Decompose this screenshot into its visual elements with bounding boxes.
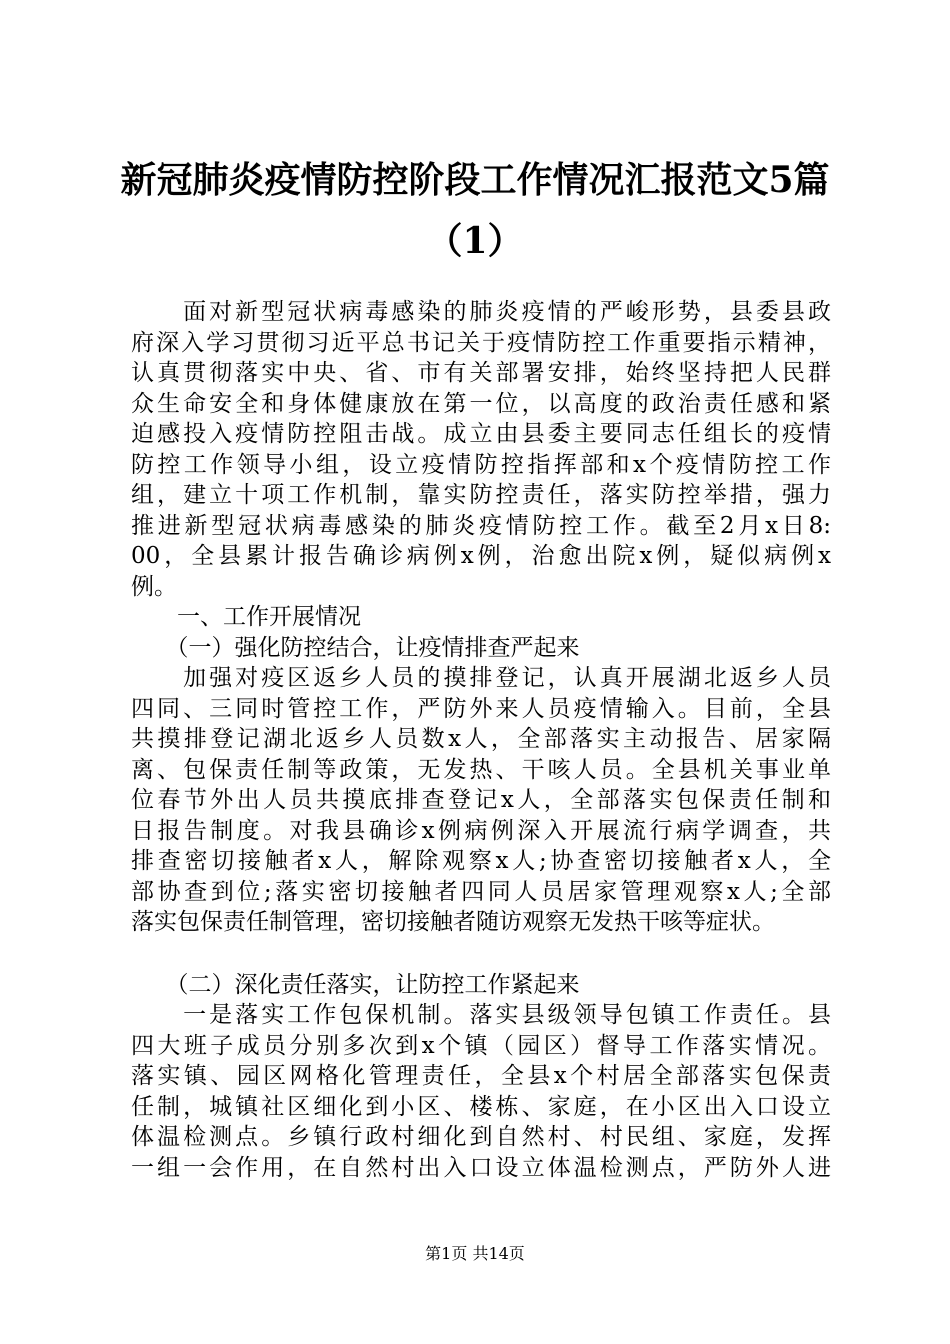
- subsection-heading: （二）深化责任落实，让防控工作紧起来: [131, 971, 580, 998]
- paragraph-line: 00，全县累计报告确诊病例x例，治愈出院x例，疑似病例x: [131, 543, 831, 569]
- paragraph-gap: [131, 938, 831, 970]
- document-title-line-1: 新冠肺炎疫情防控阶段工作情况汇报范文5篇: [120, 159, 830, 201]
- paragraph-line: 一组一会作用，在自然村出入口设立体温检测点，严防外人进: [131, 1154, 831, 1181]
- paragraph-line: 面对新型冠状病毒感染的肺炎疫情的严峻形势，县委县政: [131, 299, 831, 325]
- paragraph-line: 防控工作领导小组，设立疫情防控指挥部和x个疫情防控工作: [131, 451, 831, 478]
- paragraph-line: 迫感投入疫情防控阻击战。成立由县委主要同志任组长的疫情: [131, 421, 831, 447]
- paragraph-line: 体温检测点。乡镇行政村细化到自然村、村民组、家庭，发挥: [131, 1124, 831, 1150]
- page-footer: 第1页 共14页: [425, 1244, 525, 1263]
- paragraph-line: 共摸排登记湖北返乡人员数x人，全部落实主动报告、居家隔: [131, 726, 831, 752]
- paragraph-line: 例。: [131, 573, 177, 600]
- paragraph-line: 排查密切接触者x人，解除观察x人;协查密切接触者x人，全: [131, 848, 831, 874]
- paragraph-line: 认真贯彻落实中央、省、市有关部署安排，始终坚持把人民群: [131, 360, 831, 386]
- paragraph-line: 组，建立十项工作机制，靠实防控责任，落实防控举措，强力: [131, 482, 831, 508]
- paragraph-line: 推进新型冠状病毒感染的肺炎疫情防控工作。截至2月x日8:: [131, 512, 831, 539]
- paragraph-line: 位春节外出人员共摸底排查登记x人，全部落实包保责任制和: [131, 787, 831, 813]
- paragraph-line: 众生命安全和身体健康放在第一位，以高度的政治责任感和紧: [131, 390, 831, 417]
- paragraph-line: 加强对疫区返乡人员的摸排登记，认真开展湖北返乡人员: [131, 665, 831, 691]
- paragraph-line: 任制，城镇社区细化到小区、楼栋、家庭，在小区出入口设立: [131, 1093, 831, 1120]
- paragraph-line: 府深入学习贯彻习近平总书记关于疫情防控工作重要指示精神，: [131, 329, 831, 356]
- paragraph-line: 落实包保责任制管理，密切接触者随访观察无发热干咳等症状。: [131, 909, 775, 935]
- paragraph-line: 日报告制度。对我县确诊x例病例深入开展流行病学调查，共: [131, 817, 831, 844]
- section-heading: 一、工作开展情况: [131, 604, 361, 630]
- paragraph-line: 落实镇、园区网格化管理责任，全县x个村居全部落实包保责: [131, 1063, 831, 1089]
- document-title-line-2: （1）: [426, 220, 524, 262]
- subsection-heading: （一）强化防控结合，让疫情排查严起来: [131, 634, 580, 661]
- paragraph-line: 四同、三同时管控工作，严防外来人员疫情输入。目前，全县: [131, 695, 831, 722]
- paragraph-line: 四大班子成员分别多次到x个镇（园区）督导工作落实情况。: [131, 1032, 831, 1059]
- document-body: [131, 297, 831, 1183]
- paragraph-line: 离、包保责任制等政策，无发热、干咳人员。全县机关事业单: [131, 756, 831, 783]
- paragraph-line: 部协查到位;落实密切接触者四同人员居家管理观察x人;全部: [131, 878, 831, 905]
- paragraph-line: 一是落实工作包保机制。落实县级领导包镇工作责任。县: [131, 1002, 831, 1028]
